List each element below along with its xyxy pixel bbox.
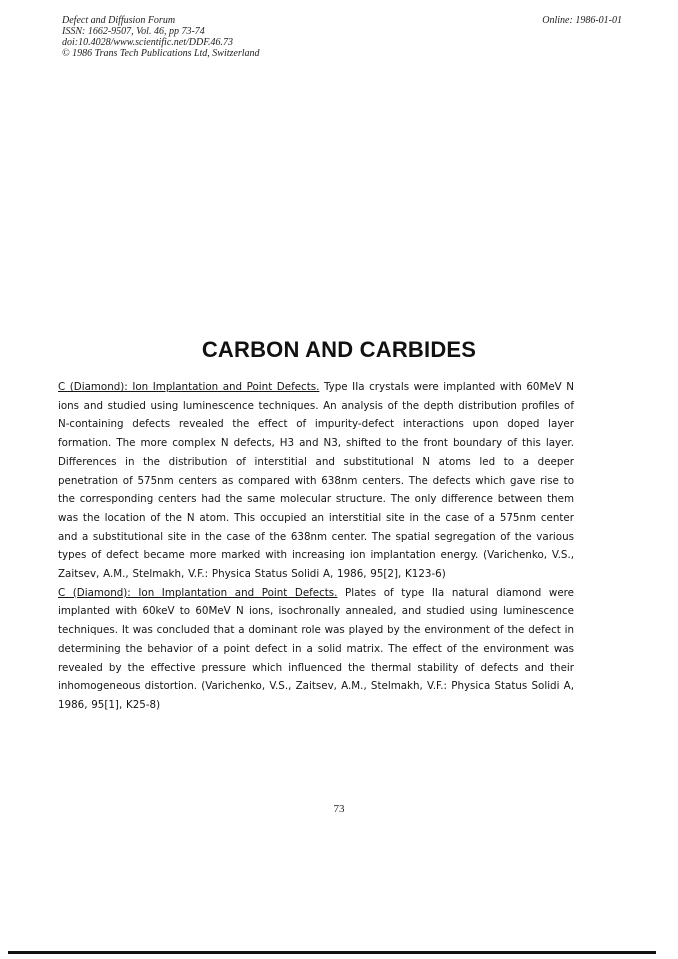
page-number: 73 xyxy=(333,803,345,815)
journal-name: Defect and Diffusion Forum xyxy=(62,15,176,26)
footer-rule xyxy=(8,951,656,954)
publication-header xyxy=(62,15,260,59)
abstract-entry xyxy=(58,584,574,715)
entry-text: Plates of type IIa natural diamond were implanted with 60keV to 60MeV N ions, isochronally annealed, and studied using luminescence techniques. It was concluded that a dominant role was played by the environment of the defect in determining the behavior of a point defect in a solid matrix. The effect of the environment was revealed by the effective pressure which influenced the thermal stability of defects and their inhomogeneous distortion. (Varichenko, V.S., Zaitsev, A.M., Stelmakh, V.F.: Physica Status Solidi A, 1986, 95[1], K25-8) xyxy=(58,586,574,711)
entry-heading: C (Diamond): Ion Implantation and Point Defects. xyxy=(58,381,320,393)
entry-heading: C (Diamond): Ion Implantation and Point Defects. xyxy=(58,586,338,599)
online-date: Online: 1986-01-01 xyxy=(542,15,622,26)
abstracts-body xyxy=(58,378,574,715)
issn-line: ISSN: 1662-9507, Vol. 46, pp 73-74 xyxy=(62,26,205,37)
doi-line: doi:10.4028/www.scientific.net/DDF.46.73 xyxy=(62,37,234,48)
entry-text: Type IIa crystals were implanted with 60MeV N ions and studied using luminescence techniques. An analysis of the depth distribution profiles of N-containing defects revealed the effect of impurity-defect interactions upon doped layer formation. The more complex N defects, H3 and N3, shifted to the front boundary of this layer. Differences in the distribution of interstitial and substitutional N atoms led to a deeper penetration of 575nm centers as compared with 638nm centers. The defects which gave rise to the corresponding centers had the same molecular structure. The only difference between them was the location of the N atom. This occupied an interstitial site in the case of a 575nm center and a substitutional site in the case of the 638nm center. The spatial segregation of the various types of defect became more marked with increasing ion implantation energy. (Varichenko, V.S., Zaitsev, A.M., Stelmakh, V.F.: Physica Status Solidi A, 1986, 95[2], K123-6) xyxy=(58,381,574,581)
section-title: CARBON AND CARBIDES xyxy=(201,337,477,362)
abstract-entry xyxy=(58,378,574,584)
copyright-line: © 1986 Trans Tech Publications Ltd, Switzerland xyxy=(62,48,260,59)
